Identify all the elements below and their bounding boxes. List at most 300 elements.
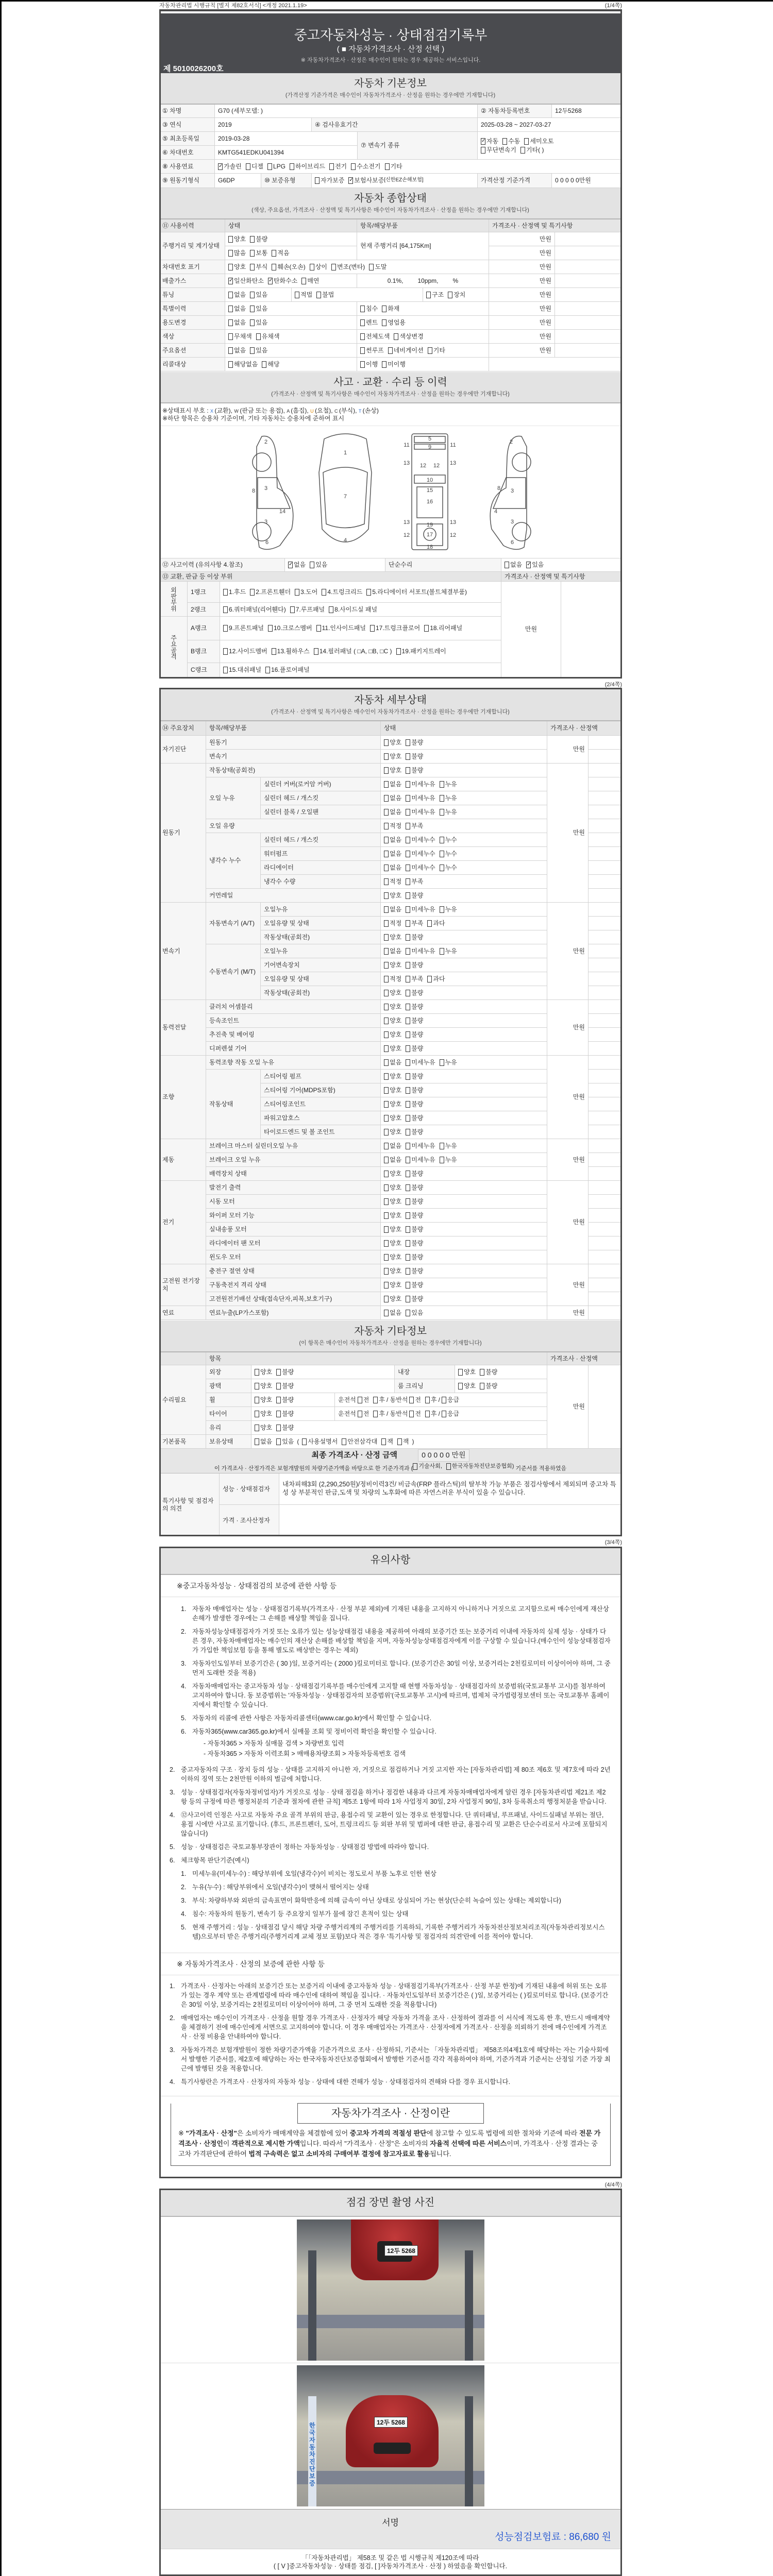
checkbox[interactable] — [440, 809, 444, 816]
checkbox[interactable] — [255, 1411, 259, 1417]
checkbox-option[interactable] — [440, 794, 457, 802]
checkbox-option[interactable] — [406, 989, 423, 997]
checkbox[interactable] — [406, 753, 410, 760]
checkbox-option[interactable] — [228, 263, 246, 271]
checkbox[interactable] — [406, 1171, 410, 1177]
checkbox[interactable] — [428, 347, 432, 354]
checkbox-option[interactable] — [295, 291, 312, 299]
checkbox-option[interactable] — [394, 333, 423, 341]
checkbox[interactable] — [440, 851, 444, 857]
checkbox-option[interactable] — [384, 1198, 401, 1206]
checkbox[interactable] — [406, 934, 410, 941]
checkbox[interactable] — [290, 163, 294, 170]
checkbox-option[interactable] — [526, 561, 544, 569]
checkbox[interactable] — [276, 1397, 281, 1403]
checkbox[interactable] — [406, 1184, 410, 1191]
checkbox[interactable] — [406, 781, 410, 788]
checkbox[interactable] — [295, 589, 299, 596]
checkbox-option[interactable] — [406, 1198, 423, 1206]
checkbox[interactable] — [276, 1411, 281, 1417]
checkbox-option[interactable] — [223, 588, 246, 596]
checkbox-option[interactable] — [256, 333, 280, 341]
checkbox[interactable] — [360, 306, 365, 312]
checkbox[interactable] — [406, 1212, 410, 1219]
checkbox[interactable] — [384, 1031, 389, 1038]
checkbox[interactable] — [440, 781, 444, 788]
checkbox-option[interactable] — [385, 163, 402, 171]
checkbox-option[interactable] — [384, 1267, 401, 1275]
checkbox[interactable] — [384, 892, 389, 899]
checkbox-option[interactable] — [406, 1156, 435, 1164]
checkbox[interactable] — [520, 147, 525, 154]
checkbox-option[interactable] — [228, 347, 246, 354]
checkbox-option[interactable] — [384, 1142, 401, 1150]
checkbox-option[interactable] — [406, 822, 423, 830]
checkbox-option[interactable] — [406, 1045, 423, 1053]
checkbox[interactable] — [427, 976, 432, 982]
checkbox[interactable] — [322, 589, 326, 596]
checkbox-option[interactable] — [406, 1309, 423, 1317]
checkbox[interactable] — [384, 990, 389, 996]
checkbox[interactable] — [228, 250, 233, 257]
checkbox[interactable] — [250, 319, 255, 326]
checkbox-option[interactable] — [331, 263, 365, 271]
checkbox-option[interactable] — [384, 808, 401, 816]
checkbox[interactable] — [384, 1282, 389, 1289]
checkbox-option[interactable] — [255, 1424, 272, 1432]
checkbox[interactable] — [384, 767, 389, 774]
checkbox[interactable] — [370, 625, 375, 632]
checkbox[interactable] — [409, 1397, 414, 1403]
checkbox-option[interactable] — [425, 1410, 437, 1418]
checkbox-option[interactable] — [384, 1114, 401, 1122]
checkbox-option[interactable] — [384, 1240, 401, 1247]
checkbox-option[interactable] — [406, 1114, 423, 1122]
checkbox[interactable] — [440, 906, 444, 913]
checkbox[interactable] — [406, 1087, 410, 1094]
checkbox[interactable] — [384, 739, 389, 746]
checkbox-option[interactable] — [406, 906, 435, 913]
checkbox-option[interactable] — [384, 1184, 401, 1192]
checkbox[interactable] — [406, 1296, 410, 1302]
checkbox-option[interactable] — [424, 624, 462, 632]
checkbox-option[interactable] — [384, 975, 401, 983]
checkbox[interactable] — [396, 648, 401, 655]
checkbox-option[interactable] — [366, 588, 467, 596]
checkbox[interactable] — [384, 962, 389, 969]
checkbox[interactable] — [406, 1226, 410, 1233]
checkbox[interactable] — [384, 1101, 389, 1108]
checkbox[interactable] — [255, 1383, 259, 1389]
checkbox-option[interactable] — [272, 648, 310, 655]
checkbox-option[interactable] — [290, 606, 325, 614]
checkbox-option[interactable] — [268, 277, 297, 285]
checkbox-option[interactable] — [384, 1003, 401, 1011]
checkbox-option[interactable] — [524, 138, 553, 145]
checkbox[interactable] — [384, 878, 389, 885]
checkbox-option[interactable] — [440, 864, 457, 872]
checkbox-option[interactable] — [250, 235, 267, 243]
checkbox[interactable] — [440, 865, 444, 871]
checkbox-option[interactable] — [223, 666, 261, 674]
checkbox-option[interactable] — [384, 1100, 401, 1108]
checkbox[interactable] — [406, 1059, 410, 1066]
checkbox[interactable] — [290, 606, 295, 613]
checkbox[interactable] — [250, 250, 255, 257]
checkbox[interactable] — [440, 1143, 444, 1149]
checkbox-option[interactable] — [310, 561, 327, 569]
checkbox-option[interactable] — [250, 305, 267, 313]
checkbox[interactable] — [223, 606, 228, 613]
checkbox[interactable] — [406, 948, 410, 955]
checkbox[interactable] — [265, 667, 270, 673]
checkbox-option[interactable] — [373, 1396, 385, 1404]
checkbox-option[interactable] — [276, 1396, 294, 1404]
checkbox-option[interactable] — [255, 1382, 272, 1390]
checkbox-option[interactable] — [223, 624, 264, 632]
checkbox[interactable] — [406, 865, 410, 871]
checkbox-option[interactable] — [384, 1017, 401, 1025]
checked-checkbox[interactable]: ✓ — [527, 562, 531, 567]
checkbox-option[interactable] — [406, 767, 423, 774]
checkbox-option[interactable] — [358, 1396, 369, 1404]
checkbox-option[interactable] — [406, 808, 435, 816]
checkbox[interactable] — [360, 319, 365, 326]
checked-checkbox[interactable]: ✓ — [289, 562, 293, 567]
checkbox[interactable] — [384, 1018, 389, 1024]
checkbox-option[interactable] — [406, 739, 423, 747]
checkbox-option[interactable] — [267, 163, 285, 171]
checkbox[interactable] — [406, 837, 410, 843]
checkbox[interactable] — [388, 347, 393, 354]
checkbox-option[interactable] — [406, 1100, 423, 1108]
checkbox[interactable] — [384, 837, 389, 843]
checkbox-option[interactable] — [440, 1156, 457, 1164]
checkbox[interactable] — [440, 948, 444, 955]
checkbox-option[interactable] — [406, 781, 435, 788]
checkbox[interactable] — [406, 1004, 410, 1010]
checkbox-option[interactable] — [360, 347, 384, 354]
checkbox-option[interactable] — [295, 588, 317, 596]
checkbox-option[interactable] — [250, 263, 267, 271]
checkbox-option[interactable] — [384, 892, 401, 900]
checkbox[interactable] — [406, 851, 410, 857]
checkbox[interactable] — [406, 1268, 410, 1275]
checkbox[interactable] — [442, 1411, 446, 1417]
checkbox-option[interactable] — [520, 146, 544, 154]
checkbox-option[interactable] — [458, 1382, 476, 1390]
checkbox-option[interactable] — [406, 850, 435, 858]
checkbox[interactable] — [440, 1059, 444, 1066]
checkbox-option[interactable] — [373, 1410, 385, 1418]
checkbox-option[interactable] — [384, 753, 401, 760]
checkbox-option[interactable] — [255, 1396, 272, 1404]
checkbox-option[interactable] — [406, 794, 435, 802]
checkbox[interactable] — [384, 823, 389, 829]
checkbox-option[interactable] — [384, 1212, 401, 1219]
checkbox[interactable] — [406, 1240, 410, 1247]
checkbox-option[interactable] — [265, 666, 310, 674]
checkbox-option[interactable] — [440, 781, 457, 788]
checkbox-option[interactable] — [406, 1059, 435, 1066]
checkbox-option[interactable] — [384, 1045, 401, 1053]
checkbox-option[interactable] — [384, 1073, 401, 1080]
checkbox[interactable] — [384, 1087, 389, 1094]
checkbox[interactable] — [228, 292, 233, 298]
checkbox[interactable] — [409, 1411, 414, 1417]
checkbox[interactable] — [413, 1463, 417, 1470]
checkbox[interactable] — [276, 1383, 281, 1389]
checkbox-option[interactable] — [228, 361, 258, 368]
checkbox-option[interactable] — [406, 920, 423, 927]
checkbox-option[interactable] — [440, 1059, 457, 1066]
checkbox[interactable] — [255, 1425, 259, 1431]
checkbox-option[interactable] — [406, 1184, 423, 1192]
checkbox-option[interactable] — [351, 163, 380, 171]
checked-checkbox[interactable]: ✓ — [268, 277, 273, 283]
checkbox[interactable] — [228, 236, 233, 243]
checkbox-option[interactable] — [228, 333, 252, 341]
checkbox[interactable] — [382, 361, 386, 368]
checkbox-option[interactable] — [397, 1438, 409, 1446]
checkbox[interactable] — [458, 1383, 463, 1389]
checkbox-option[interactable] — [406, 947, 435, 955]
checkbox[interactable] — [246, 163, 250, 170]
checkbox-option[interactable] — [250, 588, 291, 596]
checkbox[interactable] — [384, 1115, 389, 1122]
checkbox-option[interactable] — [384, 1059, 401, 1066]
checkbox[interactable] — [384, 1310, 389, 1316]
checkbox-option[interactable] — [255, 1368, 272, 1376]
checkbox[interactable] — [502, 138, 507, 145]
checkbox[interactable] — [406, 809, 410, 816]
checkbox[interactable] — [440, 795, 444, 802]
checkbox[interactable] — [406, 1031, 410, 1038]
checkbox[interactable] — [384, 1157, 389, 1163]
checkbox-option[interactable] — [276, 1424, 294, 1432]
checkbox-option[interactable] — [480, 1368, 497, 1376]
checkbox[interactable] — [223, 589, 228, 596]
checkbox-option[interactable] — [223, 606, 286, 614]
checkbox[interactable] — [310, 264, 314, 270]
checkbox[interactable] — [366, 589, 371, 596]
checkbox[interactable] — [481, 147, 485, 154]
checkbox[interactable] — [505, 562, 509, 568]
checkbox-option[interactable] — [272, 263, 305, 271]
checkbox-option[interactable] — [262, 361, 279, 368]
checkbox-option[interactable] — [396, 648, 446, 655]
checkbox-option[interactable] — [228, 235, 246, 243]
checkbox[interactable] — [406, 1143, 410, 1149]
checkbox[interactable] — [384, 1171, 389, 1177]
checkbox[interactable] — [310, 562, 314, 568]
checkbox[interactable] — [384, 851, 389, 857]
checkbox-option[interactable] — [406, 878, 423, 886]
checkbox-option[interactable] — [384, 822, 401, 830]
checkbox[interactable] — [442, 1397, 446, 1403]
checkbox-option[interactable] — [384, 1281, 401, 1289]
checkbox-option[interactable] — [406, 1253, 423, 1261]
checkbox-option[interactable] — [427, 975, 445, 983]
checkbox-option[interactable] — [358, 1410, 369, 1418]
checkbox[interactable] — [384, 1073, 389, 1080]
checkbox-option[interactable] — [384, 1156, 401, 1164]
checkbox[interactable] — [228, 333, 233, 340]
checkbox-option[interactable] — [406, 934, 423, 941]
checkbox[interactable] — [316, 292, 321, 298]
checkbox-option[interactable] — [406, 1240, 423, 1247]
checkbox-option[interactable] — [268, 624, 312, 632]
checkbox-option[interactable] — [384, 1031, 401, 1039]
checkbox[interactable] — [406, 1101, 410, 1108]
checkbox-option[interactable] — [480, 1382, 497, 1390]
checkbox[interactable] — [384, 1184, 389, 1191]
checkbox-option[interactable] — [246, 163, 263, 171]
checkbox[interactable] — [262, 361, 266, 368]
checkbox[interactable] — [382, 306, 386, 312]
checkbox[interactable] — [314, 648, 318, 655]
checkbox[interactable] — [406, 795, 410, 802]
checkbox-option[interactable] — [302, 1438, 338, 1446]
checkbox-option[interactable] — [384, 1128, 401, 1136]
checkbox[interactable] — [384, 781, 389, 788]
checkbox-option[interactable] — [301, 277, 319, 285]
checkbox-option[interactable] — [315, 177, 344, 184]
checkbox-option[interactable] — [406, 1295, 423, 1303]
checkbox[interactable] — [406, 892, 410, 899]
checkbox[interactable] — [329, 163, 334, 170]
checkbox-option[interactable] — [406, 836, 435, 844]
checkbox[interactable] — [406, 1310, 410, 1316]
checkbox[interactable] — [406, 976, 410, 982]
checkbox-option[interactable] — [406, 753, 423, 760]
checkbox[interactable] — [406, 906, 410, 913]
checkbox-option[interactable] — [250, 249, 267, 257]
checkbox[interactable] — [384, 1212, 389, 1219]
checkbox[interactable] — [358, 1411, 362, 1417]
checkbox[interactable] — [331, 264, 336, 270]
checked-checkbox[interactable]: ✓ — [481, 138, 486, 144]
checkbox-option[interactable] — [406, 1226, 423, 1233]
checkbox[interactable] — [250, 292, 255, 298]
checkbox[interactable] — [384, 753, 389, 760]
checkbox-option[interactable] — [316, 291, 334, 299]
checkbox[interactable] — [329, 606, 333, 613]
checkbox-option[interactable] — [310, 263, 327, 271]
checkbox-option[interactable] — [406, 1170, 423, 1178]
checkbox[interactable] — [381, 1438, 386, 1445]
checkbox-option[interactable] — [384, 781, 401, 788]
checkbox[interactable] — [250, 236, 255, 243]
checkbox-option[interactable] — [384, 1226, 401, 1233]
checkbox-option[interactable] — [409, 1410, 421, 1418]
checkbox-option[interactable] — [442, 1396, 459, 1404]
checkbox-option[interactable] — [228, 305, 246, 313]
checkbox-option[interactable] — [406, 1073, 423, 1080]
checkbox[interactable] — [316, 625, 321, 632]
checkbox-option[interactable] — [384, 961, 401, 969]
checkbox[interactable] — [424, 625, 429, 632]
checkbox[interactable] — [358, 1397, 362, 1403]
checkbox[interactable] — [228, 347, 233, 354]
checkbox[interactable] — [255, 1438, 259, 1445]
checkbox-option[interactable] — [481, 138, 498, 145]
checkbox-option[interactable] — [426, 291, 444, 299]
checkbox-option[interactable] — [228, 277, 264, 285]
checkbox-option[interactable] — [384, 836, 401, 844]
checkbox[interactable] — [342, 1438, 346, 1445]
checkbox-option[interactable] — [440, 850, 457, 858]
checkbox[interactable] — [276, 1425, 281, 1431]
checkbox[interactable] — [384, 920, 389, 927]
checkbox-option[interactable] — [440, 808, 457, 816]
checkbox[interactable] — [440, 837, 444, 843]
checkbox[interactable] — [228, 264, 233, 270]
checkbox[interactable] — [406, 1073, 410, 1080]
checkbox-option[interactable] — [316, 624, 366, 632]
checkbox[interactable] — [384, 795, 389, 802]
checkbox[interactable] — [276, 1438, 281, 1445]
checkbox-option[interactable] — [427, 920, 445, 927]
checkbox[interactable] — [524, 138, 529, 145]
checkbox[interactable] — [255, 1397, 259, 1403]
checkbox-option[interactable] — [406, 1212, 423, 1219]
checkbox[interactable] — [276, 1369, 281, 1376]
checkbox[interactable] — [385, 163, 390, 170]
checkbox[interactable] — [373, 1411, 378, 1417]
checkbox-option[interactable] — [382, 319, 406, 327]
checkbox-option[interactable] — [250, 347, 267, 354]
checkbox[interactable] — [384, 1143, 389, 1149]
checkbox[interactable] — [406, 767, 410, 774]
checkbox-option[interactable] — [406, 1031, 423, 1039]
checkbox-option[interactable] — [406, 1128, 423, 1136]
checkbox-option[interactable] — [406, 1267, 423, 1275]
checkbox-option[interactable] — [381, 1438, 393, 1446]
checkbox-option[interactable] — [228, 319, 246, 327]
checked-checkbox[interactable]: ✓ — [349, 177, 354, 183]
checkbox-option[interactable] — [384, 739, 401, 747]
checkbox[interactable] — [250, 589, 255, 596]
checkbox[interactable] — [394, 333, 398, 340]
checkbox[interactable] — [446, 1463, 451, 1470]
checkbox-option[interactable] — [342, 1438, 377, 1446]
checkbox[interactable] — [406, 990, 410, 996]
checkbox-option[interactable] — [384, 920, 401, 927]
checkbox[interactable] — [406, 1157, 410, 1163]
checkbox-option[interactable] — [384, 864, 401, 872]
checkbox-option[interactable] — [288, 561, 306, 569]
checkbox-option[interactable] — [276, 1368, 294, 1376]
checkbox[interactable] — [425, 1411, 430, 1417]
checkbox[interactable] — [360, 361, 365, 368]
checkbox-option[interactable] — [413, 1463, 442, 1470]
checkbox-option[interactable] — [250, 319, 267, 327]
checkbox[interactable] — [458, 1369, 463, 1376]
checkbox[interactable] — [406, 1129, 410, 1136]
checkbox-option[interactable] — [406, 1003, 423, 1011]
checkbox-option[interactable] — [440, 947, 457, 955]
checkbox-option[interactable] — [276, 1410, 294, 1418]
checkbox-option[interactable] — [406, 1017, 423, 1025]
checkbox[interactable] — [256, 333, 261, 340]
checkbox-option[interactable] — [360, 333, 390, 341]
checkbox-option[interactable] — [228, 291, 246, 299]
checkbox-option[interactable] — [255, 1410, 272, 1418]
checkbox-option[interactable] — [481, 146, 516, 154]
checkbox[interactable] — [427, 920, 432, 927]
checkbox-option[interactable] — [329, 163, 347, 171]
